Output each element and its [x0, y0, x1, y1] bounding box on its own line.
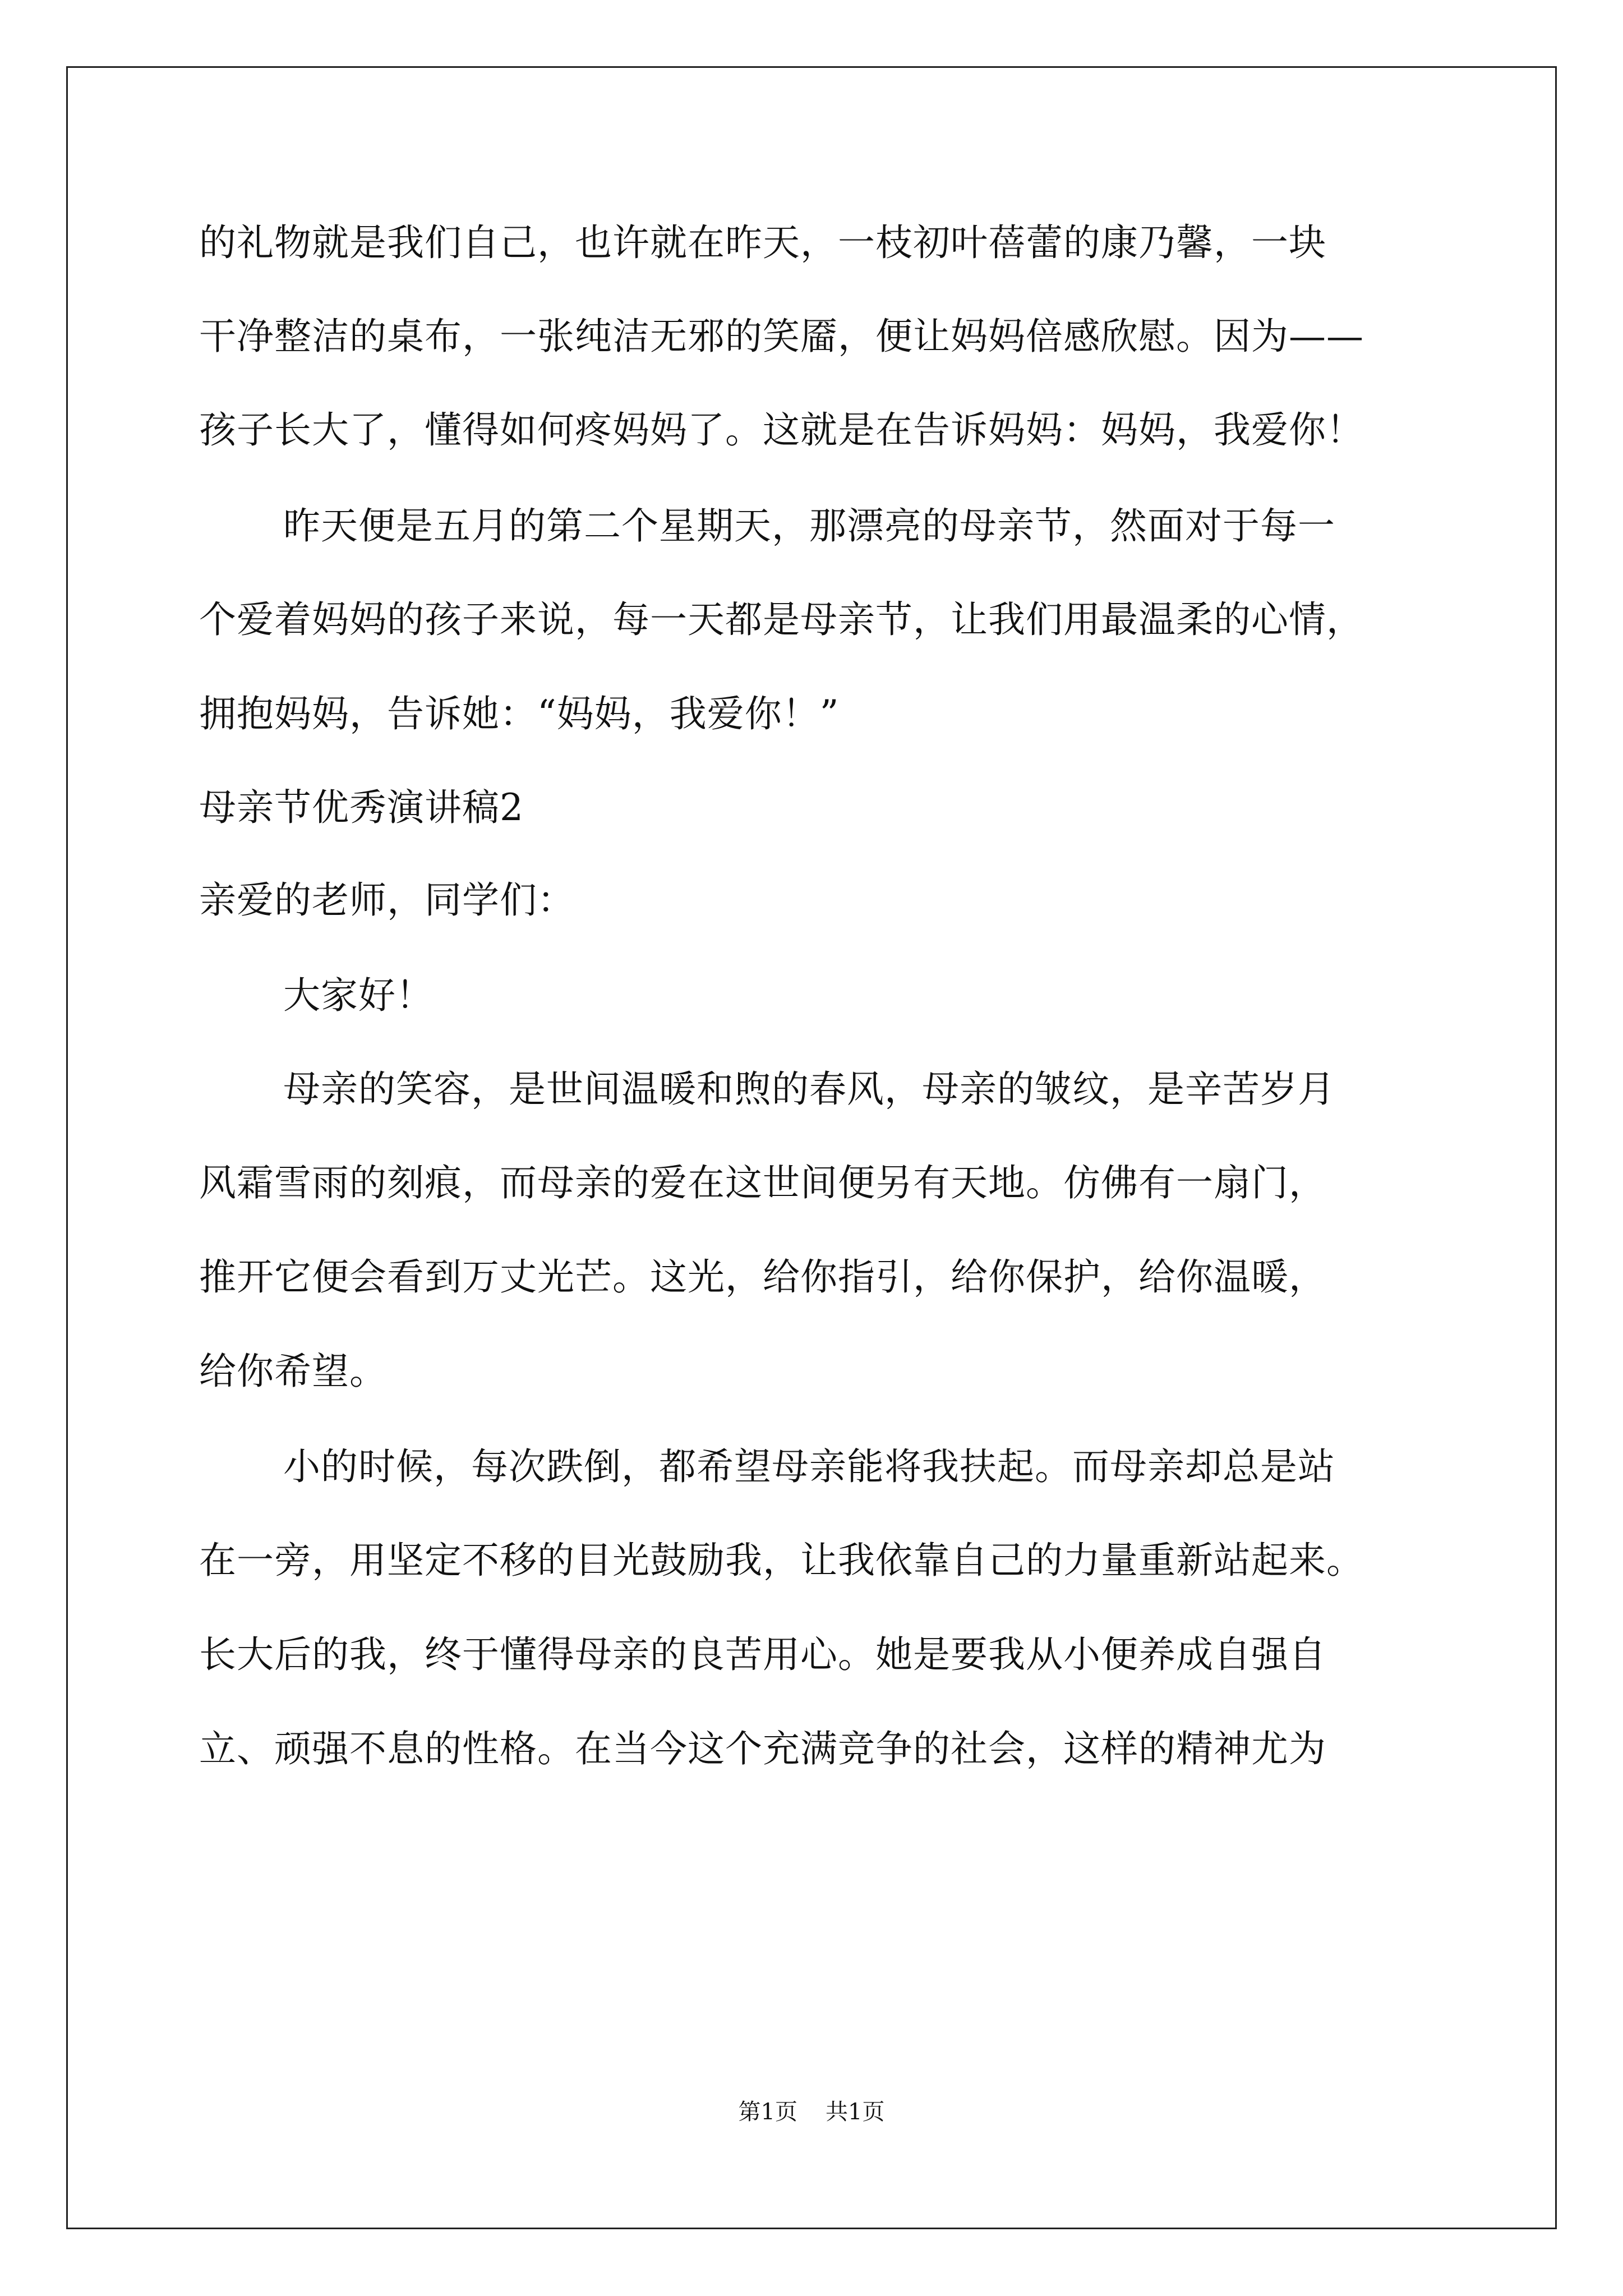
salutation: 亲爱的老师，同学们：: [199, 878, 575, 922]
paragraph-start: 昨天便是五月的第二个星期天，那漂亮的母亲节，然面对于每一: [283, 504, 1335, 547]
text-line: 的礼物就是我们自己，也许就在昨天，一枝初叶蓓蕾的康乃馨，一块: [199, 221, 1326, 264]
text-line: 在一旁，用坚定不移的目光鼓励我，让我依靠自己的力量重新站起来。: [199, 1539, 1364, 1582]
page-border: [66, 66, 1557, 2229]
text-line: 拥抱妈妈，告诉她：“妈妈，我爱你！”: [199, 692, 840, 735]
text-line: 个爱着妈妈的孩子来说，每一天都是母亲节，让我们用最温柔的心情，: [199, 598, 1364, 641]
page-number: 第1页: [738, 2099, 797, 2125]
text-line: 风霜雪雨的刻痕，而母亲的爱在这世间便另有天地。仿佛有一扇门，: [199, 1161, 1326, 1204]
text-line: 长大后的我，终于懂得母亲的良苦用心。她是要我从小便养成自强自: [199, 1633, 1326, 1676]
paragraph-start: 母亲的笑容，是世间温暖和煦的春风，母亲的皱纹，是辛苦岁月: [283, 1068, 1335, 1111]
text-line: 干净整洁的桌布，一张纯洁无邪的笑靥，便让妈妈倍感欣慰。因为——: [199, 315, 1364, 358]
text-line: 推开它便会看到万丈光芒。这光，给你指引，给你保护，给你温暖，: [199, 1255, 1326, 1299]
text-line: 给你希望。: [199, 1350, 387, 1393]
text-line: 立、顽强不息的性格。在当今这个充满竞争的社会，这样的精神尤为: [199, 1727, 1326, 1770]
greeting: 大家好！: [283, 974, 434, 1017]
paragraph-start: 小的时候，每次跌倒，都希望母亲能将我扶起。而母亲却总是站: [283, 1445, 1335, 1488]
text-line: 孩子长大了，懂得如何疼妈妈了。这就是在告诉妈妈：妈妈，我爱你！: [199, 408, 1364, 452]
page-footer: [0, 2095, 1623, 2129]
page-total: 共1页: [826, 2099, 885, 2125]
section-heading: 母亲节优秀演讲稿2: [199, 786, 524, 829]
